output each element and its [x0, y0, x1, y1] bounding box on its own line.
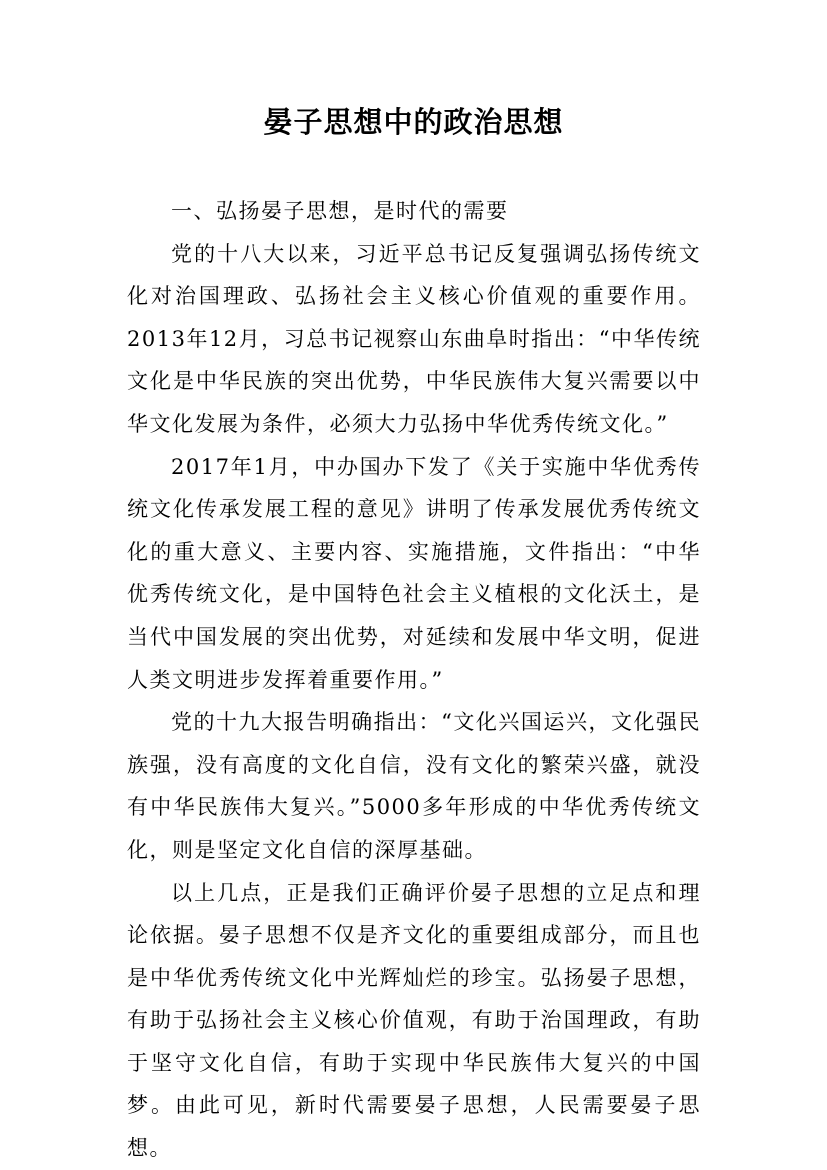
paragraph-4: 以上几点，正是我们正确评价晏子思想的立足点和理论依据。晏子思想不仅是齐文化的重要组成部分，而且也是中华优秀传统文化中光辉灿烂的珍宝。弘扬晏子思想，有助于弘扬社会主义核心价值观，有助于治国理政，有助于坚守文化自信，有助于实现中华民族伟大复兴的中国梦。由此可见，新时代需要晏子思想，人民需要晏子思想。 — [127, 880, 701, 1161]
paragraph-3: 党的十九大报告明确指出：“文化兴国运兴，文化强民族强，没有高度的文化自信，没有文化的繁荣兴盛，就没有中华民族伟大复兴。”5000多年形成的中华优秀传统文化，则是坚定文化自信的深厚基础。 — [127, 710, 701, 862]
paragraph-2: 2017年1月，中办国办下发了《关于实施中华优秀传统文化传承发展工程的意见》讲明了传承发展优秀传统文化的重大意义、主要内容、实施措施，文件指出：“中华优秀传统文化，是中国特色社会主义植根的文化沃土，是当代中国发展的突出优势，对延续和发展中华文明，促进人类文明进步发挥着重要作用。” — [127, 454, 701, 692]
section-heading: 一、弘扬晏子思想，是时代的需要 — [171, 199, 509, 223]
paragraph-1: 党的十八大以来，习近平总书记反复强调弘扬传统文化对治国理政、弘扬社会主义核心价值观的重要作用。2013年12月，习总书记视察山东曲阜时指出：“中华传统文化是中华民族的突出优势，中华民族伟大复兴需要以中华文化发展为条件，必须大力弘扬中华优秀传统文化。” — [127, 241, 701, 436]
document-title: 晏子思想中的政治思想 — [263, 105, 564, 139]
document-body — [127, 190, 701, 1170]
